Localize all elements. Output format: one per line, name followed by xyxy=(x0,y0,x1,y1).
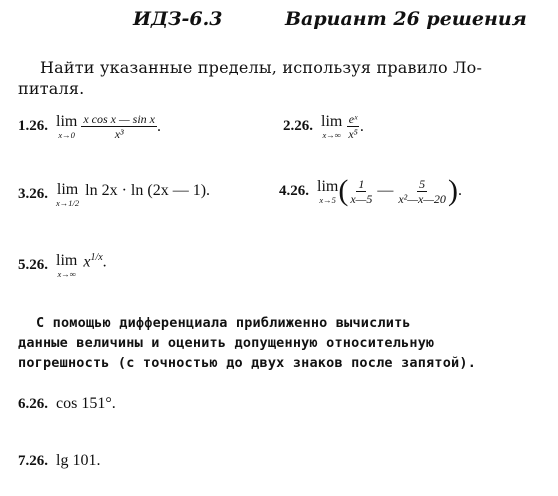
problem-number: 4.26. xyxy=(279,182,309,199)
problem-4-26: 4.26. lim x→5 ( $\frac{1}{x—5}$ — $\frac{5}{\text{x²—x—20}}$ ) . xyxy=(279,174,462,207)
problem-number: 5.26. xyxy=(18,257,48,273)
right-paren: ) xyxy=(447,174,458,207)
problem-number: 2.26. xyxy=(283,118,313,134)
limit-operator: lim x→1/2 xyxy=(56,181,80,208)
section-2-line-3: погрешность (с точностью до двух знаков после запятой). xyxy=(18,355,477,371)
task-6-26 xyxy=(18,395,116,413)
problem-3-26 xyxy=(18,181,210,208)
minus-sign: — xyxy=(377,182,394,199)
section-2-line-1: С помощью дифференциала приближенно вычислить xyxy=(36,315,411,331)
fraction: $\frac{\text{x cos x — sin x}}{\text{x³}}$ xyxy=(83,112,155,141)
problem-5-26 xyxy=(18,252,107,279)
doc-code: ИДЗ-6.3 xyxy=(133,8,223,30)
intro-line-1: Найти указанные пределы, используя правило Ло- xyxy=(40,58,483,77)
section-2-line-2: данные величины и оценить допущенную относительную xyxy=(18,335,435,351)
problem-2-26: 2.26. lim x→∞ $\frac{\text{eˣ}}{\text{x⁵}}$ . xyxy=(283,112,364,141)
task-number: 6.26. xyxy=(18,395,48,412)
problem-1-26: 1.26. lim x→0 $\frac{\text{x cos x — sin x}}{\text{x³}}$ . xyxy=(18,112,161,141)
fraction-2: $\frac{5}{\text{x²—x—20}}$ xyxy=(398,176,446,206)
fraction-1: $\frac{1}{x—5}$ xyxy=(350,176,373,206)
limit-operator: lim x→∞ xyxy=(56,252,78,279)
limit-operator: lim x→5 xyxy=(317,177,339,205)
intro-line-2: питаля. xyxy=(18,79,85,98)
limit-operator: lim x→0 xyxy=(56,113,78,140)
expression: cos 151°. xyxy=(56,395,116,412)
expression: lg 101. xyxy=(56,452,101,469)
task-number: 7.26. xyxy=(18,452,48,469)
limit-operator: lim x→∞ xyxy=(321,113,343,140)
expression: $x^{1/x}$. xyxy=(83,251,107,271)
problem-number: 3.26. xyxy=(18,186,48,202)
task-7-26 xyxy=(18,452,100,470)
problem-number: 1.26. xyxy=(18,118,48,134)
left-paren: ( xyxy=(338,174,349,207)
expression: ln 2x · ln (2x — 1). xyxy=(85,181,211,199)
variant-title: Вариант 26 решения xyxy=(285,8,527,30)
fraction: $\frac{\text{eˣ}}{\text{x⁵}}$ xyxy=(348,112,358,141)
